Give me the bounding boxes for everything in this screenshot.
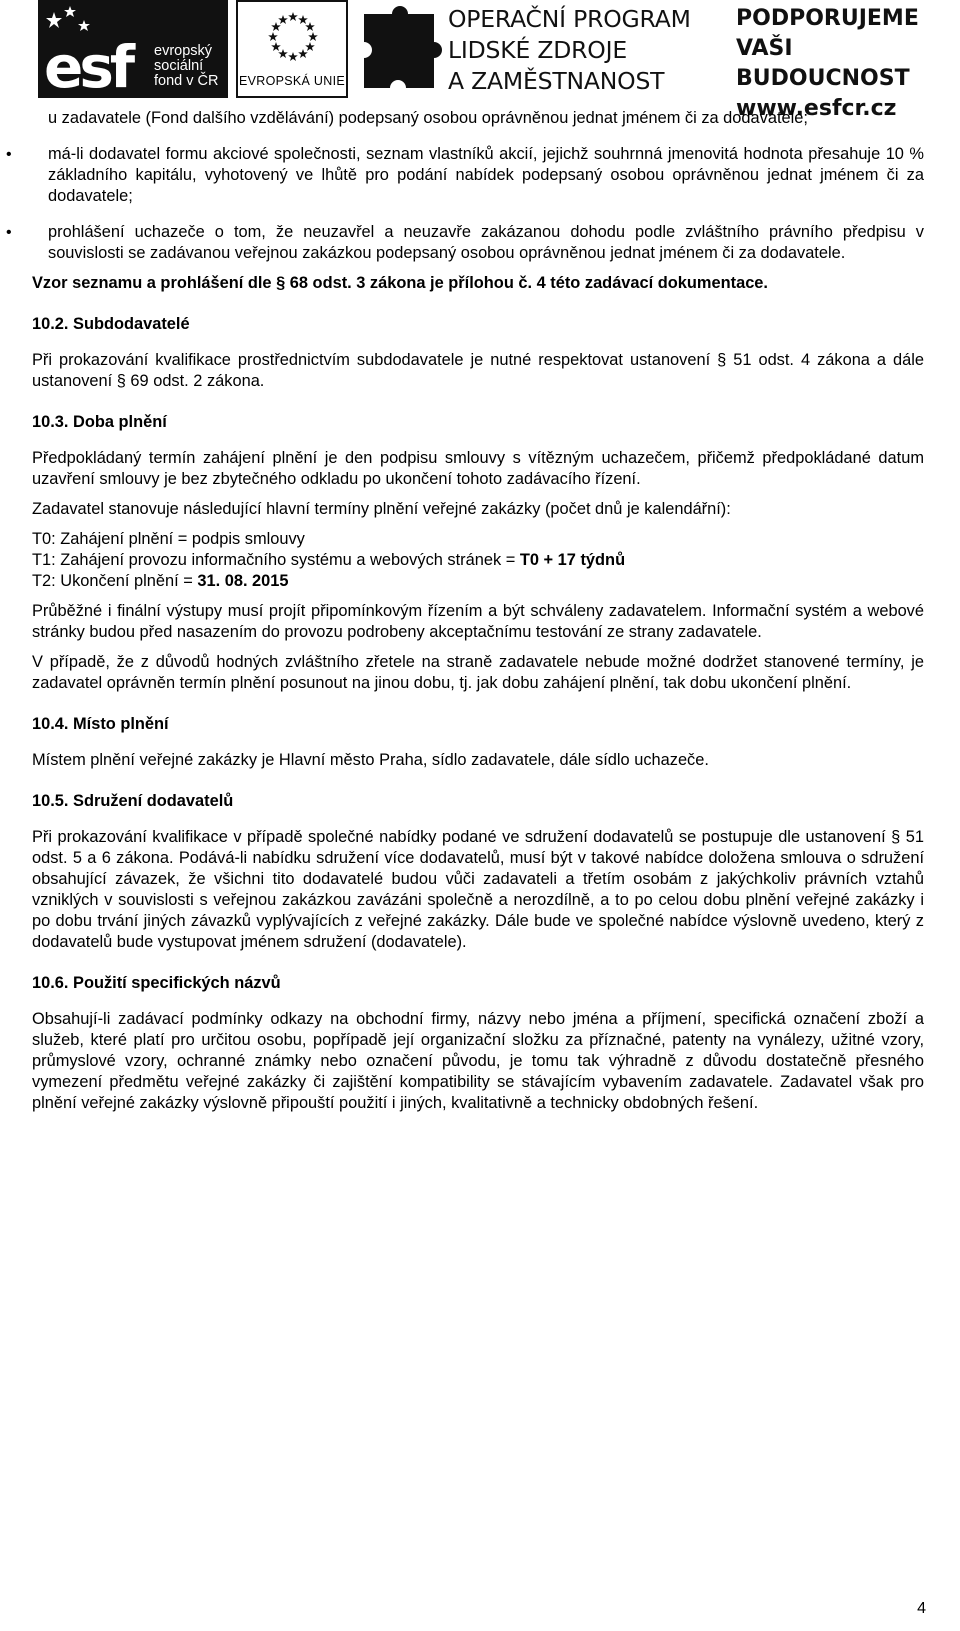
section-heading-10-5: 10.5. Sdružení dodavatelů (32, 792, 234, 810)
page-number: 4 (917, 1600, 926, 1617)
milestone-t2 (32, 571, 924, 592)
section-text: V případě, že z důvodů hodných zvláštního zřetele na straně zadavatele nebude možné dodržet stanovené termíny, je zadavatel oprávněn termín plnění posunout na jinou dobu, tj. jak dobu zahájení plnění, tak dobu ukončení plnění. (32, 653, 924, 692)
program-line: A ZAMĚSTNANOST (448, 67, 665, 95)
section-text: Průběžné i finální výstupy musí projít připomínkovým řízením a být schváleny zadavatelem. Informační systém a webové stránky budou před nasazením do provozu podrobeny akceptačnímu testování ze strany zadavatele. (32, 602, 924, 641)
program-line: OPERAČNÍ PROGRAM (448, 5, 691, 33)
milestone-text: T2: Ukončení plnění = (32, 572, 198, 590)
slogan-line: VAŠI BUDOUCNOST (736, 36, 910, 91)
program-line: LIDSKÉ ZDROJE (448, 36, 627, 64)
eu-logo (236, 0, 348, 98)
section-text: Při prokazování kvalifikace v případě společné nabídky podané ve sdružení dodavatelů se postupuje dle ustanovení § 51 odst. 5 a 6 zákona. Podává-li nabídku sdružení více dodavatelů, musí být v takové nabídce doložena smlouva o sdružení obsahující závazek, že všichni tito dodavatelé budou vůči zadavateli a třetím osobám z jakýchkoliv právních vztahů vzniklých v souvislosti s veřejnou zakázkou zavázáni společně a nerozdílně, a to po celou dobu plnění veřejné zakázky i po dobu trvání jiných závazků vyplývajících z veřejné zakázky. Dále bude ve společné nabídce výslovně uvedeno, který z dodavatelů bude vystupovat jménem sdružení (dodavatele). (32, 828, 924, 951)
slogan (736, 4, 960, 124)
bullet-icon: • (6, 224, 12, 241)
list-item-text: prohlášení uchazeče o tom, že neuzavřel a neuzavře zakázanou dohodu podle zvláštního právního předpisu v souvislosti se zadávanou veřejnou zakázkou podepsaný osobou oprávněnou jednat jménem či za dodavatele. (48, 223, 924, 262)
section-text: Předpokládaný termín zahájení plnění je den podpisu smlouvy s vítězným uchazečem, přičemž předpokládané datum uzavření smlouvy je bez zbytečného odkladu po ukončení tohoto zadávacího řízení. (32, 449, 924, 488)
esf-logo (38, 0, 228, 101)
section-heading-10-4: 10.4. Místo plnění (32, 715, 169, 733)
slogan-line: PODPORUJEME (736, 6, 919, 31)
list-item-text: má-li dodavatel formu akciové společnosti, seznam vlastníků akcií, jejichž souhrnná jmenovitá hodnota přesahuje 10 % základního kapitálu, vyhotovený ve lhůtě pro podání nabídek podepsaný osobou oprávněnou jednat jménem či za dodavatele; (48, 145, 924, 205)
esf-text-line: fond v ČR (154, 73, 219, 89)
list-item (6, 222, 924, 264)
program-name (448, 4, 691, 97)
milestone-value: 31. 08. 2015 (197, 572, 289, 590)
list-item (6, 144, 924, 207)
website-url: www.esfcr.cz (736, 96, 897, 121)
op-lzz-logo (356, 2, 708, 98)
esf-text-line: sociální (154, 58, 204, 74)
bullet-icon: • (6, 146, 12, 163)
esf-text-line: evropský (154, 43, 213, 59)
list-item-continuation: u zadavatele (Fond dalšího vzdělávání) podepsaný osobou oprávněnou jednat jménem či za dodavatele; (48, 109, 808, 127)
section-heading-10-6: 10.6. Použití specifických názvů (32, 974, 281, 992)
attachment-note: Vzor seznamu a prohlášení dle § 68 odst. 3 zákona je přílohou č. 4 této zadávací dokumentace. (32, 274, 768, 292)
section-text: Zadavatel stanovuje následující hlavní termíny plnění veřejné zakázky (počet dnů je kalendářní): (32, 500, 731, 518)
section-text: Obsahují-li zadávací podmínky odkazy na obchodní firmy, názvy nebo jména a příjmení, specifická označení zboží a služeb, které platí pro určitou osobu, popřípadě její organizační složku za příznačné, patenty na vynálezy, užitné vzory, průmyslové vzory, ochranné známky nebo označení původu, je tomu tak výhradně z důvodu dostatečně přesného vymezení předmětu veřejné zakázky či zajištění kompatibility se stávajícím vybavením zadavatele. Zadavatel však pro plnění veřejné zakázky výslovně připouští použití i jiných, kvalitativně a technicky obdobných řešení. (32, 1010, 924, 1112)
document-body (6, 108, 924, 1114)
section-heading-10-2: 10.2. Subdodavatelé (32, 315, 190, 333)
section-heading-10-3: 10.3. Doba plnění (32, 413, 167, 431)
esf-letters: esf (44, 33, 132, 101)
puzzle-icon (356, 6, 442, 96)
esf-subtitle (154, 44, 218, 89)
milestone-text: T1: Zahájení provozu informačního systému a webových stránek = (32, 551, 520, 569)
milestone-t0: T0: Zahájení plnění = podpis smlouvy (32, 530, 305, 548)
milestone-value: T0 + 17 týdnů (519, 551, 626, 569)
section-text: Při prokazování kvalifikace prostřednictvím subdodavatele je nutné respektovat ustanovení § 51 odst. 4 zákona a dále ustanovení § 69 odst. 2 zákona. (32, 351, 924, 390)
section-text: Místem plnění veřejné zakázky je Hlavní město Praha, sídlo zadavatele, dále sídlo uchazeče. (32, 751, 709, 769)
eu-flag-icon (252, 8, 334, 72)
milestone-t1 (32, 550, 924, 571)
eu-label: EVROPSKÁ UNIE (238, 74, 345, 88)
